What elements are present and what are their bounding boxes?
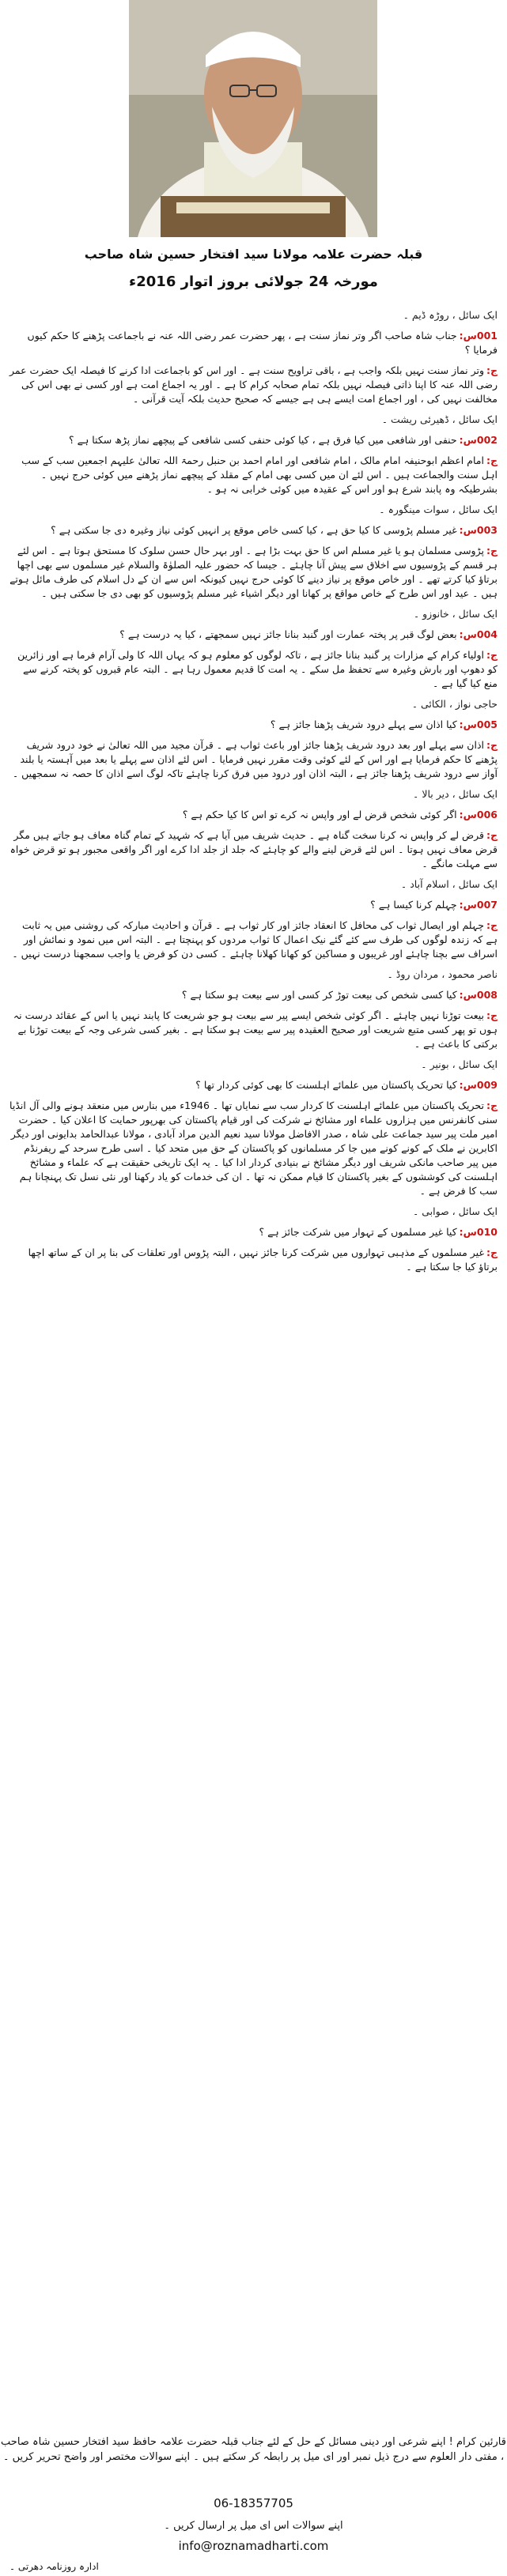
question-text: بعض لوگ قبر پر پختہ عمارت اور گنبد بنانا جائز نہیں سمجھتے ، کیا یہ درست ہے ؟ — [119, 628, 457, 640]
answer — [9, 648, 498, 691]
question-number: 008 — [476, 989, 498, 1001]
answer-text: چہلم اور ایصال ثواب کی محافل کا انعقاد جائز اور کار ثواب ہے ۔ قرآن و احادیث مبارکہ کی روشنی میں یہ ثابت ہے کہ زندہ لوگوں کی طرف سے کئے گئے نیک اعمال کا ثواب مردوں کو پہنچتا ہے ۔ البتہ اس میں نمود و نمائش اور اسراف سے بچنا چاہئے اور غریبوں و مساکین کو کھانا کھلانا چاہئے ۔ کسی دن کو فرض یا واجب سمجھنا درست نہیں ۔ — [12, 919, 498, 960]
question-text: کیا کسی شخص کی بیعت توڑ کر کسی اور سے بیعت ہو سکتا ہے ؟ — [181, 989, 457, 1001]
answer — [9, 454, 498, 496]
answer-label: ج: — [486, 545, 498, 556]
question-text: کیا تحریک پاکستان میں علمائے اہلسنت کا بھی کوئی کردار تھا ؟ — [195, 1079, 457, 1091]
question-text: کیا غیر مسلموں کے تہوار میں شرکت جائز ہے ؟ — [259, 1226, 457, 1238]
footer-email[interactable]: info@roznamadharti.com — [178, 2539, 329, 2553]
question — [9, 1078, 498, 1092]
answer — [9, 1099, 498, 1198]
scholar-photo — [129, 0, 377, 237]
answer-label: ج: — [486, 919, 498, 931]
answer-text: امام اعظم ابوحنیفہ امام مالک ، امام شافعی اور امام احمد بن حنبل رحمۃ اللہ تعالیٰ علیہم اجمعین سب کے سب اہل سنت والجماعت ہیں ۔ اس لئے ان میں کسی بھی امام کے مقلد کے پیچھے نماز پڑھنے میں کوئی حرج نہیں ۔ بشرطیکہ وہ پابند شرع ہو اور اس کے عقیدہ میں کوئی خرابی نہ ہو ۔ — [21, 454, 498, 495]
question-number: 005 — [476, 718, 498, 730]
question-text: جناب شاہ صاحب اگر وتر نماز سنت ہے ، پھر حضرت عمر رضی اللہ عنہ نے باجماعت پڑھنے کا حکم کیوں فرمایا ؟ — [27, 330, 498, 356]
qa-list — [9, 308, 498, 1274]
question — [9, 523, 498, 537]
question — [9, 1225, 498, 1239]
question-text: چہلم کرنا کیسا ہے ؟ — [370, 899, 457, 911]
question-label: س: — [459, 989, 477, 1001]
answer-label: ج: — [486, 739, 498, 751]
answer-text: اولیاء کرام کے مزارات پر گنبد بنانا جائز ہے ، تاکہ لوگوں کو معلوم ہو کہ یہاں اللہ کا ولی آرام فرما ہے اور زائرین کو دھوپ اور بارش وغیرہ سے تحفظ مل سکے ۔ یہ امت کا قدیم معمول رہا ہے ۔ البتہ عام قبروں کو پختہ کرنے سے منع کیا گیا ہے ۔ — [17, 649, 498, 689]
answer-label: ج: — [486, 1247, 498, 1258]
answer-label: ج: — [486, 1099, 498, 1111]
answer-text: قرض لے کر واپس نہ کرنا سخت گناہ ہے ۔ حدیث شریف میں آیا ہے کہ شہید کے تمام گناہ معاف ہو جاتے ہیں مگر قرض معاف نہیں ہوتا ۔ اس لئے قرض لینے والے کو چاہئے کہ جلد از جلد ادا کرے اور اگر واقعی مجبور ہو تو قرض خواہ سے مہلت مانگے ۔ — [9, 829, 498, 869]
question — [9, 808, 498, 822]
footer-email-label: اپنے سوالات اس ای میل پر ارسال کریں ۔ — [164, 2520, 343, 2532]
question-label: س: — [459, 330, 477, 341]
question-number: 009 — [476, 1079, 498, 1091]
question-number: 001 — [476, 330, 498, 341]
asker-line: ایک سائل ، صوابی ۔ — [412, 1205, 498, 1217]
photo-caption-name: قبلہ حضرت علامہ مولانا سید افتخار حسین شاہ صاحب — [84, 247, 423, 262]
footer-credit: ادارہ روزنامہ دھرتی ۔ — [9, 2561, 99, 2572]
question-number: 004 — [476, 628, 498, 640]
question-text: کیا اذان سے پہلے درود شریف پڑھنا جائز ہے ؟ — [270, 718, 457, 730]
footer-note: قارئین کرام ! اپنے شرعی اور دینی مسائل کے حل کے لئے جناب قبلہ حضرت علامہ حافظ سید افتخار حسین شاہ صاحب ، مفتی دار العلوم سے درج ذیل نمبر اور ای میل پر رابطہ کر سکتے ہیں ۔ اپنے سوالات مختصر اور واضح تحریر کریں ۔ — [1, 2436, 506, 2463]
asker-line: ایک سائل ، اسلام آباد ۔ — [400, 878, 498, 890]
question-label: س: — [459, 524, 477, 536]
asker-line: ایک سائل ، روڑہ ڈیم ۔ — [403, 309, 498, 321]
qa-column — [9, 308, 498, 1280]
answer-label: ج: — [486, 829, 498, 841]
answer-label: ج: — [486, 454, 498, 466]
asker-line: ایک سائل ، سوات مینگورہ ۔ — [379, 504, 498, 515]
answer-text: پڑوسی مسلمان ہو یا غیر مسلم اس کا حق بہت بڑا ہے ۔ اور بہر حال حسن سلوک کا مستحق ہوتا ہے ۔ اس لئے ہر قسم کے پڑوسیوں سے اخلاق سے پیش آنا چاہئے ۔ جیسا کہ حضور علیہ الصلوٰۃ والسلام غیر مسلموں سے بھی اچھا برتاؤ کیا کرتے تھے ۔ اور خاص موقع پر نیاز دینے کا کوئی حرج نہیں کیونکہ اس سے ان کے دل اسلام کی طرف مائل ہوتے ہیں ۔ عید اور اس طرح کے خاص مواقع پر کھانا اور دیگر اشیاء غیر مسلم پڑوسیوں کو بھی دی جا سکتی ہیں ۔ — [9, 545, 498, 599]
answer — [9, 918, 498, 961]
answer-label: ج: — [486, 364, 498, 376]
portrait-illustration — [129, 0, 377, 237]
question-label: س: — [459, 718, 477, 730]
question-number: 006 — [476, 809, 498, 820]
question — [9, 433, 498, 447]
photo-caption-date: مورخہ 24 جولائی بروز اتوار 2016ء — [129, 273, 378, 290]
question-label: س: — [459, 1079, 477, 1091]
question-text: حنفی اور شافعی میں کیا فرق ہے ، کیا کوئی حنفی کسی شافعی کے پیچھے نماز پڑھ سکتا ہے ؟ — [69, 434, 457, 446]
answer-text: وتر نماز سنت نہیں بلکہ واجب ہے ، باقی تراویح سنت ہے ۔ اور اس کو باجماعت ادا کرنے کا فیصلہ ایک حضرت عمر رضی اللہ عنہ کا اپنا ذاتی فیصلہ نہیں بلکہ تمام صحابہ کرام کا ہے ۔ اور یہ اجماع امت ہے اور کسی نے بھی اس کی مخالفت نہیں کی ، اور اجماع امت ایسے ہی ہے جیسے کہ صحیح حدیث بلکہ آیت قرآنی ۔ — [9, 364, 498, 405]
answer-text: تحریک پاکستان میں علمائے اہلسنت کا کردار سب سے نمایاں تھا ۔ 1946ء میں بنارس میں منعقد ہونے والی آل انڈیا سنی کانفرنس میں ہزاروں علماء اور مشائخ نے شرکت کی اور قیام پاکستان کی بھرپور حمایت کا اعلان کیا ۔ حضرت امیر ملت پیر سید جماعت علی شاہ ، صدر الافاضل مولانا سید نعیم الدین مراد آبادی ، مولانا عبدالحامد بدایونی اور دیگر اکابرین نے ملک کے کونے کونے میں جا کر مسلمانوں کو پاکستان کے حق میں متحد کیا ۔ اسی طرح سرحد کے ریفرنڈم میں پیر صاحب مانکی شریف اور دیگر مشائخ نے بنیادی کردار ادا کیا ۔ یہ ایک تاریخی حقیقت ہے کہ علماء و مشائخ اہلسنت کی کوششوں کے بغیر پاکستان کا قیام ممکن نہ تھا ۔ ان کی خدمات کو یاد رکھنا اور نئی نسل تک پہنچانا ہم سب کا فرض ہے ۔ — [9, 1099, 498, 1197]
question-label: س: — [459, 899, 477, 911]
asker-line: ایک سائل ، بونیر ۔ — [421, 1058, 498, 1070]
footer-phone: 06-18357705 — [214, 2496, 293, 2510]
answer — [9, 1009, 498, 1051]
asker-line: ناصر محمود ، مردان روڈ ۔ — [387, 968, 498, 980]
question-label: س: — [459, 628, 477, 640]
answer-text: بیعت توڑنا نہیں چاہئے ۔ اگر کوئی شخص ایسے پیر سے بیعت ہو جو شریعت کا پابند نہیں یا اس کے عقائد درست نہ ہوں تو پھر کسی متبع شریعت اور صحیح العقیدہ پیر سے بیعت ہو سکتا ہے ۔ بغیر کسی شرعی وجہ کے بیعت توڑنا بے برکتی کا باعث ہے ۔ — [13, 1009, 498, 1050]
question-label: س: — [459, 809, 477, 820]
answer-text: اذان سے پہلے اور بعد درود شریف پڑھنا جائز اور باعث ثواب ہے ۔ قرآن مجید میں اللہ تعالیٰ نے خود درود شریف پڑھنے کا حکم فرمایا ہے اور اس کے لئے کوئی وقت مقرر نہیں فرمایا ۔ اس لئے اذان سے پہلے یا بعد میں آہستہ یا بلند آواز سے درود شریف پڑھنا جائز ہے ، البتہ اذان اور درود میں فرق کرنا چاہئے تاکہ لوگ اسے اذان کا حصہ نہ سمجھیں ۔ — [12, 739, 498, 779]
answer-text: غیر مسلموں کے مذہبی تہواروں میں شرکت کرنا جائز نہیں ، البتہ پڑوس اور تعلقات کی بنا پر ان کے ساتھ اچھا برتاؤ کیا جا سکتا ہے ۔ — [28, 1247, 498, 1273]
question-text: غیر مسلم پڑوسی کا کیا حق ہے ، کیا کسی خاص موقع پر انہیں کوئی نیاز وغیرہ دی جا سکتی ہے ؟ — [51, 524, 457, 536]
question — [9, 898, 498, 912]
question — [9, 628, 498, 642]
asker-line: ایک سائل ، دیر بالا ۔ — [413, 788, 498, 800]
question-label: س: — [459, 434, 477, 446]
answer — [9, 738, 498, 781]
question — [9, 988, 498, 1002]
question — [9, 718, 498, 732]
question-number: 002 — [476, 434, 498, 446]
answer — [9, 544, 498, 601]
answer-label: ج: — [486, 1009, 498, 1021]
answer-label: ج: — [486, 649, 498, 661]
asker-line: ایک سائل ، خانوزو ۔ — [413, 608, 498, 620]
question-number: 007 — [476, 899, 498, 911]
question-text: اگر کوئی شخص قرض لے اور واپس نہ کرے تو اس کا کیا حکم ہے ؟ — [182, 809, 457, 820]
question-number: 003 — [476, 524, 498, 536]
question — [9, 329, 498, 357]
answer — [9, 1246, 498, 1274]
question-number: 010 — [476, 1226, 498, 1238]
answer — [9, 364, 498, 406]
asker-line: ایک سائل ، ڈھیرئی ریشت ۔ — [381, 413, 498, 425]
question-label: س: — [459, 1226, 477, 1238]
answer — [9, 828, 498, 871]
asker-line: حاجی نواز ، الکائی ۔ — [411, 698, 498, 710]
